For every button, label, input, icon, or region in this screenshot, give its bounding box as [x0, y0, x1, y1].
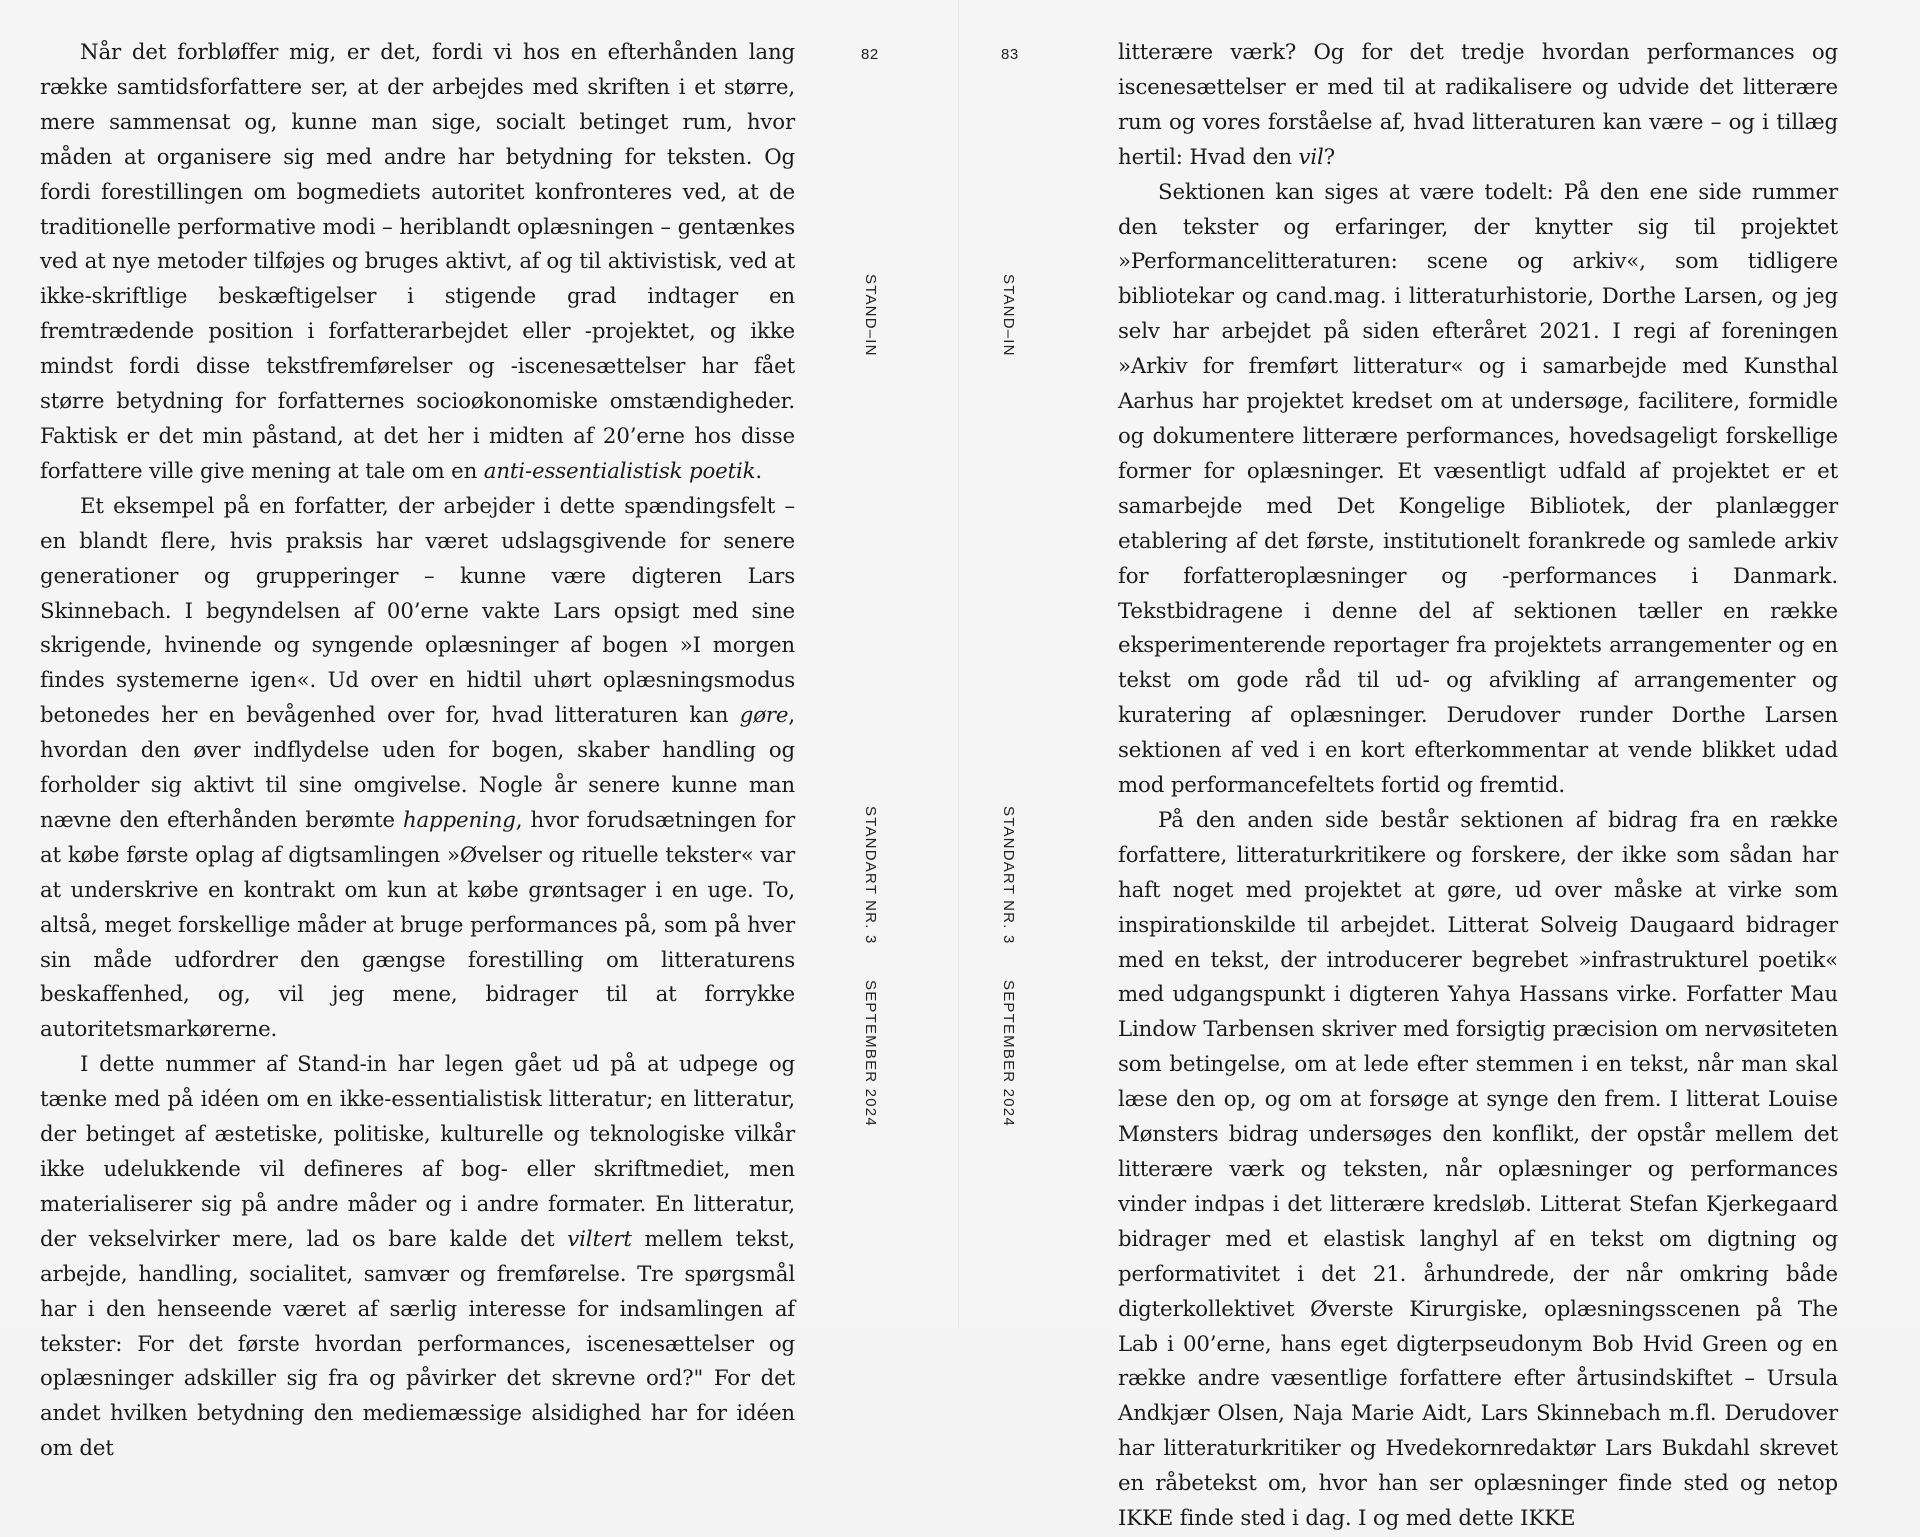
left-paragraph-1 — [40, 36, 795, 490]
date-label-left: SEPTEMBER 2024 — [862, 980, 879, 1127]
left-paragraph-2 — [40, 490, 795, 1049]
text-run: , hvor forudsætningen for at købe første oplag af digtsamlingen »Øvelser og rituelle tekster« var at underskrive en kontrakt om kun at købe grøntsager i en uge. To, altså, meget forskellige måder at bruge performances på, som på hver sin måde udfordrer den gængse forestilling om litteraturens beskaffenhed, og, vil jeg mene, bidrager til at forrykke autoritetsmarkørerne. — [40, 807, 796, 1043]
right-paragraph-1 — [1118, 36, 1838, 176]
left-page — [0, 0, 960, 1462]
text-run: ? — [1323, 144, 1336, 170]
page-number-left: 82 — [861, 46, 879, 63]
date-label-right: SEPTEMBER 2024 — [1000, 980, 1017, 1127]
text-run: Når det forbløffer mig, er det, fordi vi hos en efterhånden lang række samtidsforfattere ser, at der arbejdes med skriften i et større, mere sammensat og, kunne man sige, socialt betinget rum, hvor måden at organisere sig med andre har betydning for teksten. Og fordi forestillingen om bogmediets autoritet konfronteres ved, at de traditionelle performative modi – heriblandt oplæsningen – gentænkes ved at nye metoder tilføjes og bruges aktivt, af og til aktivistisk, ved at ikke-skriftlige beskæftigelser i stigende grad indtager en fremtrædende position i forfatterarbejdet eller -projektet, og ikke mindst fordi disse tekstfremførelser og -iscenesættelser har fået større betydning for forfatternes socioøkonomiske omstændigheder. Faktisk er det min påstand, at det her i midten af 20’erne hos disse forfattere ville give mening at tale om en — [40, 40, 795, 484]
right-paragraph-2 — [1118, 176, 1838, 804]
left-paragraph-3 — [40, 1048, 795, 1467]
italic-emphasis: viltert — [567, 1226, 632, 1252]
right-page-text — [1118, 36, 1838, 1537]
running-title-right: STAND–IN — [1000, 274, 1017, 357]
left-page-text — [40, 36, 795, 1467]
right-paragraph-3 — [1118, 804, 1838, 1537]
italic-emphasis: anti-essentialistisk poetik — [483, 458, 756, 484]
running-title-left: STAND–IN — [862, 274, 879, 357]
text-run: På den anden side består sektionen af bidrag fra en række forfattere, litteraturkritikere og forskere, der ikke som sådan har haft noget med projektet at gøre, ud over måske at virke som inspirationskilde til arbejdet. Litterat Solveig Daugaard bidrager med en tekst, der introducerer begrebet »infrastrukturel poetik« med udgangspunkt i digteren Yahya Hassans virke. Forfatter Mau Lindow Tarbensen skriver med forsigtig præcision om nervøsiteten som betingelse, om at lede efter stemmen i en tekst, når man skal læse den op, og om at forsøge at synge den frem. I litterat Louise Mønsters bidrag undersøges den konflikt, der opstår mellem det litterære værk og teksten, når oplæsninger og performances vinder indpas i det litterære kredsløb. Litterat Stefan Kjerkegaard bidrager med et elastisk langhyl af en tekst om digtning og performativitet i det 21. århundrede, der når omkring både digterkollektivet Øverste Kirurgiske, oplæsningsscenen på The Lab i 00’erne, hans eget digterpseudonym Bob Hvid Green og en række andre væsentlige forfattere efter årtusindskiftet – Ursula Andkjær Olsen, Naja Marie Aidt, Lars Skinnebach m.fl. Derudover har litteraturkritiker og Hvedekornredaktør Lars Bukdahl skrevet en råbetekst om, hvor han ser oplæsninger finde sted og netop IKKE finde sted i dag. I og med dette IKKE — [1118, 807, 1838, 1532]
text-run: . — [755, 458, 763, 484]
issue-label-left: STANDART NR. 3 — [862, 806, 879, 945]
text-run: Sektionen kan siges at være todelt: På den ene side rummer den tekster og erfaringer, der knytter sig til projektet »Performancelitteraturen: scene og arkiv«, som tidligere bibliotekar og cand.mag. i litteraturhistorie, Dorthe Larsen, og jeg selv har arbejdet på siden efteråret 2021. I regi af foreningen »Arkiv for fremført litteratur« og i samarbejde med Kunsthal Aarhus har projektet kredset om at undersøge, facilitere, formidle og dokumentere litterære performances, hovedsageligt forskellige former for oplæsninger. Et væsentligt udfald af projektet er et samarbejde med Det Kongelige Bibliotek, der planlægger etablering af det første, institutionelt forankrede og samlede arkiv for forfatteroplæsninger og -performances i Danmark. Tekstbidragene i denne del af sektionen tæller en række eksperimenterende reportager fra projektets arrangementer og en tekst om gode råd til ud- og afvikling af arrangementer og kuratering af oplæsninger. Derudover runder Dorthe Larsen sektionen af ved i en kort efterkommentar at vende blikket udad mod performancefeltets fortid og fremtid. — [1118, 179, 1838, 799]
right-page — [960, 0, 1920, 1532]
italic-emphasis: gøre — [739, 703, 789, 729]
text-run: mellem tekst, arbejde, handling, socialitet, samvær og fremførelse. Tre spørgsmål har i den henseende været af særlig interesse for indsamlingen af tekster: For det første hvordan performances, iscenesættelser og oplæsninger adskiller sig fra og påvirker det skrevne ord?" For det andet hvilken betydning den mediemæssige alsidighed har for idéen om det — [40, 1226, 796, 1462]
page-number-right: 83 — [1001, 46, 1019, 63]
italic-emphasis: vil — [1298, 144, 1324, 170]
text-run: litterære værk? Og for det tredje hvordan performances og iscenesættelser er med til at radikalisere og udvide det litterære rum og vores forståelse af, hvad litteraturen kan være – og i tillæg hertil: Hvad den — [1118, 40, 1838, 170]
text-run: , hvordan den øver indflydelse uden for bogen, skaber handling og forholder sig aktivt til sine omgivelse. Nogle år senere kunne man nævne den efterhånden berømte — [40, 703, 795, 833]
text-run: Et eksempel på en forfatter, der arbejder i dette spændingsfelt – en blandt flere, hvis praksis har været udslagsgivende for senere generationer og grupperinger – kunne være digteren Lars Skinnebach. I begyndelsen af 00’erne vakte Lars opsigt med sine skrigende, hvinende og syngende oplæsninger af bogen »I morgen findes systemerne igen«. Ud over en hidtil uhørt oplæsningsmodus betonedes her en bevågenhed over for, hvad litteraturen kan — [40, 493, 795, 729]
italic-emphasis: happening — [402, 807, 516, 833]
issue-label-right: STANDART NR. 3 — [1000, 806, 1017, 945]
text-run: I dette nummer af Stand-in har legen gået ud på at udpege og tænke med på idéen om en ikke-essentialistisk litteratur; en litteratur, der betinget af æstetiske, politiske, kulturelle og teknologiske vilkår ikke udelukkende vil defineres af bog- eller skriftmediet, men materialiserer sig på andre måder og i andre formater. En litteratur, der vekselvirker mere, lad os bare kalde det — [40, 1052, 795, 1252]
